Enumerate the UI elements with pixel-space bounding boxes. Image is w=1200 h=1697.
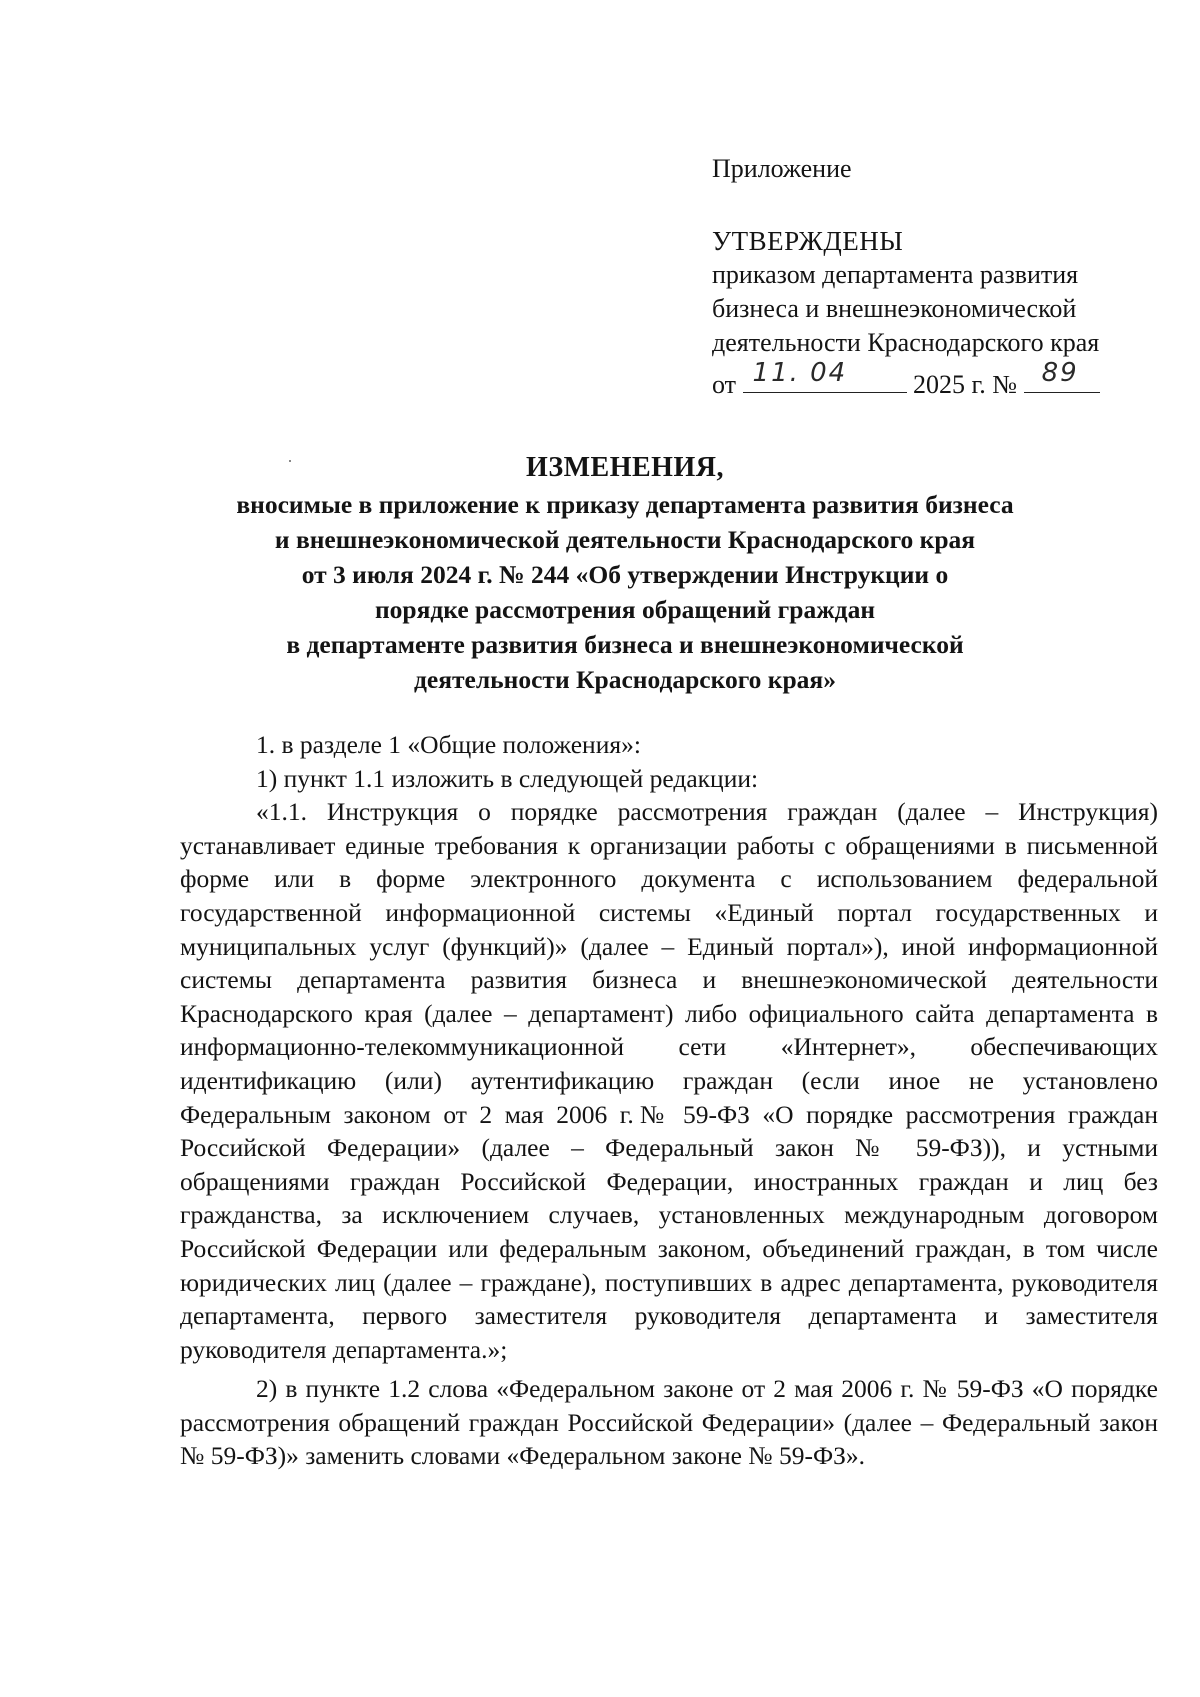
date-field [743, 358, 907, 393]
handwritten-number: 89 [1041, 358, 1079, 388]
heading-line-4: порядке рассмотрения обращений граждан [374, 595, 876, 624]
paragraph-section-1: 1. в разделе 1 «Общие положения»: [256, 730, 641, 759]
year-number-label: 2025 г. № [913, 370, 1018, 399]
approval-line-3: деятельности Краснодарского края [712, 328, 1100, 357]
approval-line-1: приказом департамента развития [712, 260, 1079, 289]
heading-line-1: вносимые в приложение к приказу департамента развития бизнеса [236, 490, 1014, 519]
document-body [180, 728, 1158, 1473]
paragraph-item-1: 1) пункт 1.1 изложить в следующей редакции: [256, 763, 759, 793]
document-title: ИЗМЕНЕНИЯ, [526, 452, 724, 483]
heading-line-3: от 3 июля 2024 г. № 244 «Об утверждении Инструкции о [301, 560, 949, 589]
handwritten-date: 11. 04 [752, 358, 848, 388]
heading-line-6: деятельности Краснодарского края» [414, 665, 836, 694]
paragraph-clause-1-1: «1.1. Инструкция о порядке рассмотрения граждан (далее – Инструкция) устанавливает единые требования к организации работы с обращениями в письменной форме или в форме электронного документа с использованием федеральной государственной информационной системы «Единый портал государственных и муниципальных услуг (функций)» (далее – Единый портал»), иной информационной системы департамента развития бизнеса и внешнеэкономической деятельности Краснодарского края (далее – департамент) либо официального сайта департамента в информационно-телекоммуникационной сети «Интернет», обеспечивающих идентификацию (или) аутентификацию граждан (если иное не установлено Федеральным законом от 2 мая 2006 г.№ 59-ФЗ «О порядке рассмотрения граждан Российской Федерации» (далее – Федеральный закон № 59-ФЗ)), и устными обращениями граждан Российской Федерации, иностранных граждан и лиц без гражданства, за исключением случаев, установленных международным договором Российской Федерации или федеральным законом, объединений граждан, в том числе юридических лиц (далее – граждане), поступивших в адрес департамента, руководителя департамента, первого заместителя руководителя департамента и заместителя руководителя департамента.»; [180, 797, 1158, 1364]
heading-line-2: и внешнеэкономической деятельности Краснодарского края [274, 525, 976, 554]
appendix-label: Приложение [712, 154, 852, 183]
paragraph-item-2: 2) в пункте 1.2 слова «Федеральном законе от 2 мая 2006 г. № 59-ФЗ «О порядке рассмотрения обращений граждан Российской Федерации» (далее – Федеральный закон № 59-ФЗ)» заменить словами «Федеральном законе № 59-ФЗ». [180, 1374, 1158, 1471]
date-prefix: от [712, 370, 737, 399]
approved-label: УТВЕРЖДЕНЫ [712, 226, 904, 256]
approval-block [712, 152, 1152, 402]
approval-line-2: бизнеса и внешнеэкономической [712, 294, 1077, 323]
approval-date-line [712, 358, 1152, 402]
number-field [1024, 358, 1100, 393]
heading-line-5: в департаменте развития бизнеса и внешнеэкономической [286, 630, 964, 659]
document-heading [190, 450, 1060, 697]
